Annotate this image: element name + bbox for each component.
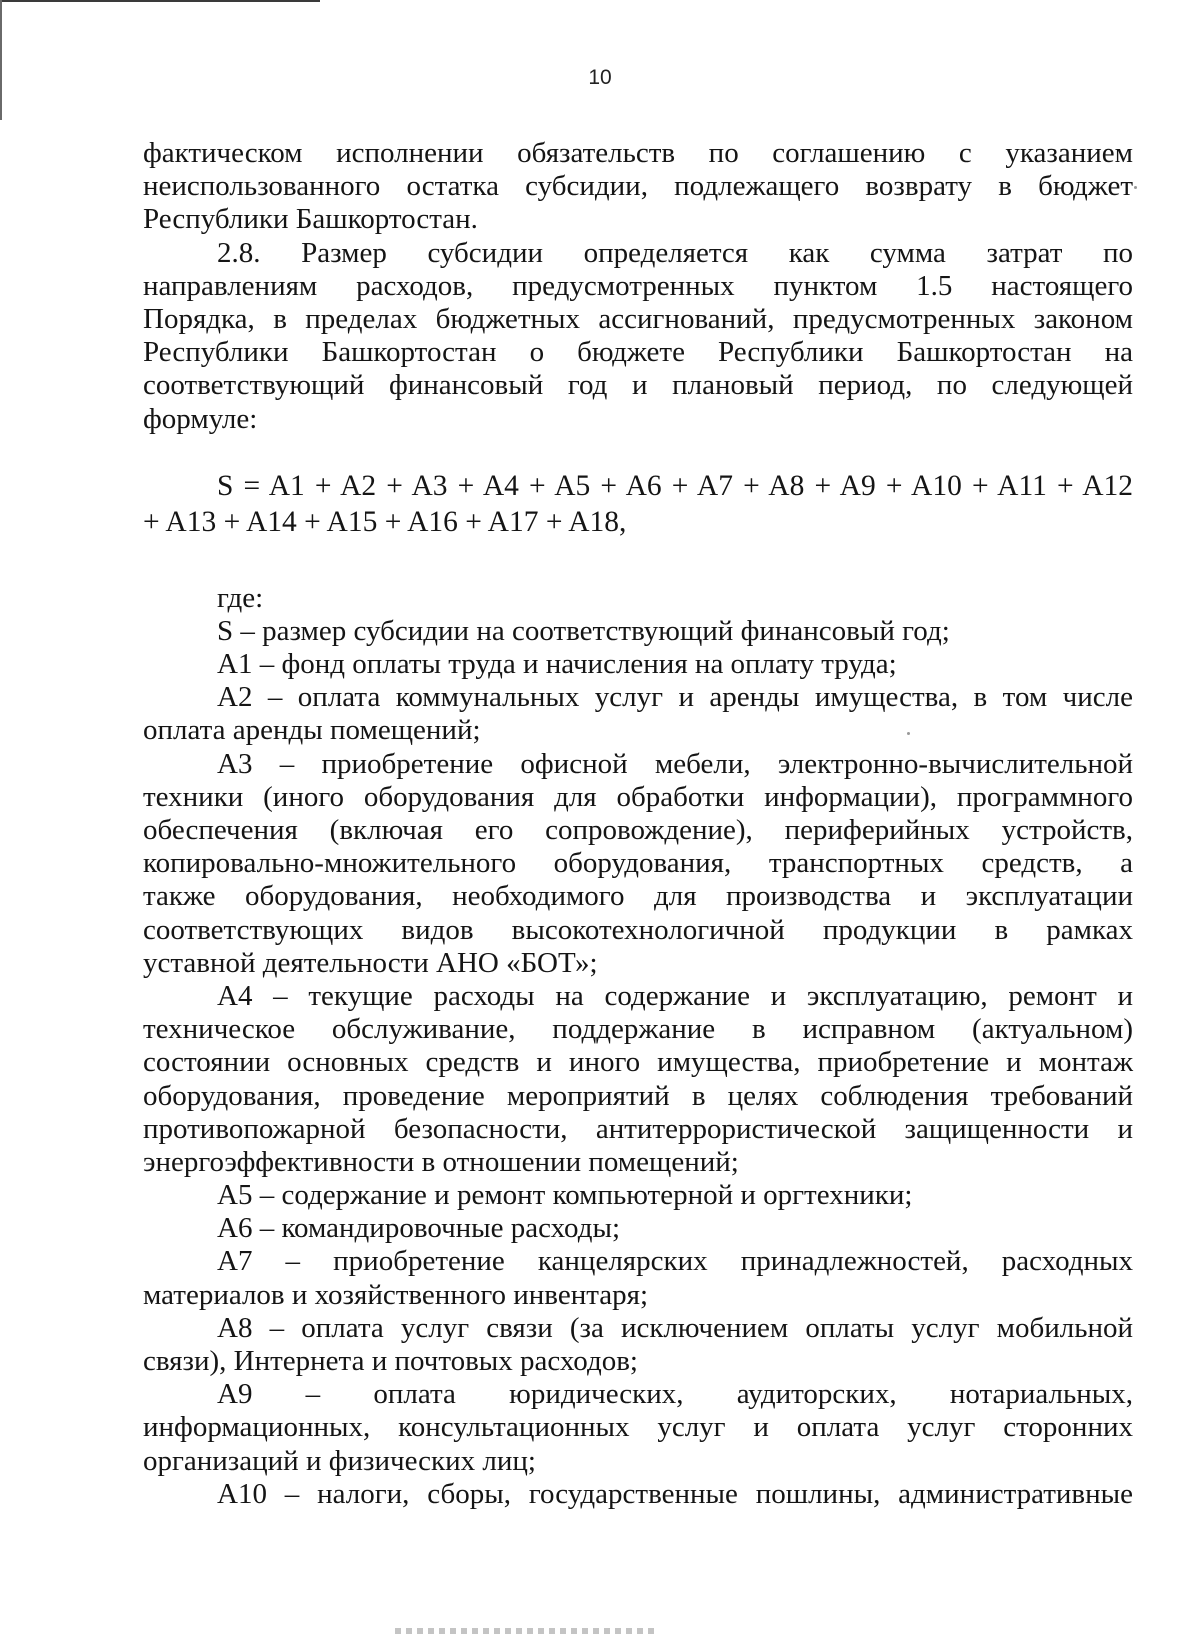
formula [143,468,1133,540]
spacer [143,436,1133,468]
text-line: копировально-множительного оборудования, транспортных средств, а [143,847,1133,880]
formula-line: S = A1 + A2 + A3 + A4 + A5 + A6 + A7 + A8 + A9 + A10 + A11 + A12 [217,469,1133,502]
definition-a4 [143,980,1133,1179]
page-number: 10 [588,66,612,89]
spacer [143,540,1133,582]
text-line: информационных, консультационных услуг и оплата услуг сторонних [143,1411,1133,1444]
text-line: А8 – оплата услуг связи (за исключением оплаты услуг мобильной [217,1311,1133,1344]
text-line: формуле: [143,402,258,435]
text-line: 2.8. Размер субсидии определяется как сумма затрат по [217,236,1133,269]
document-body [143,137,1133,1511]
definition-a1: А1 – фонд оплаты труда и начисления на оплату труда; [217,648,897,681]
scan-edge-left [0,0,2,120]
text-line: состоянии основных средств и иного имущества, приобретение и монтаж [143,1046,1133,1079]
definition-a8 [143,1312,1133,1378]
text-line: А3 – приобретение офисной мебели, электронно-вычислительной [217,747,1133,780]
definition-s: S – размер субсидии на соответствующий финансовый год; [217,614,950,647]
definition-a2 [143,681,1133,747]
text-line: Республики Башкортостан о бюджете Республики Башкортостан на [143,336,1133,369]
text-line: также оборудования, необходимого для производства и эксплуатации [143,880,1133,913]
text-line: Порядка, в пределах бюджетных ассигнований, предусмотренных законом [143,302,1133,335]
text-line: неиспользованного остатка субсидии, подлежащего возврату в бюджет [143,170,1133,203]
paragraph-2-8 [143,237,1133,436]
where-label: где: [217,581,264,614]
text-line: А4 – текущие расходы на содержание и эксплуатацию, ремонт и [217,979,1133,1012]
paragraph-continuation [143,137,1133,237]
scan-bottom-mark [395,1628,655,1634]
text-line: техническое обслуживание, поддержание в исправном (актуальном) [143,1013,1133,1046]
text-line: связи), Интернета и почтовых расходов; [143,1345,638,1377]
text-line: уставной деятельности АНО «БОТ»; [143,946,598,979]
text-line: соответствующих видов высокотехнологичной продукции в рамках [143,913,1133,946]
definition-a5: А5 – содержание и ремонт компьютерной и оргтехники; [217,1179,913,1212]
text-line: А7 – приобретение канцелярских принадлежностей, расходных [217,1245,1133,1278]
text-line: материалов и хозяйственного инвентаря; [143,1278,649,1311]
text-line: энергоэффективности в отношении помещений; [143,1145,739,1178]
definition-a9 [143,1378,1133,1478]
text-line: фактическом исполнении обязательств по соглашению с указанием [143,137,1133,169]
definition-a10: А10 – налоги, сборы, государственные пошлины, административные [217,1477,1133,1510]
scan-speck [1134,186,1137,189]
text-line: направлениям расходов, предусмотренных пунктом 1.5 настоящего [143,269,1133,302]
text-line: Республики Башкортостан. [143,203,478,236]
text-line: оплата аренды помещений; [143,714,481,747]
scan-edge-top [0,0,320,2]
definition-a6: А6 – командировочные расходы; [217,1212,620,1245]
text-line: соответствующий финансовый год и плановый период, по следующей [143,369,1133,402]
formula-line: + A13 + A14 + A15 + A16 + A17 + A18, [143,505,627,538]
definition-a7 [143,1245,1133,1311]
text-line: А9 – оплата юридических, аудиторских, нотариальных, [217,1378,1133,1411]
text-line: оборудования, проведение мероприятий в целях соблюдения требований [143,1079,1133,1112]
definition-a3 [143,748,1133,980]
scan-speck [907,732,910,735]
text-line: обеспечения (включая его сопровождение), периферийных устройств, [143,814,1133,846]
text-line: противопожарной безопасности, антитеррористической защищенности и [143,1112,1133,1145]
text-line: А2 – оплата коммунальных услуг и аренды имущества, в том числе [217,681,1133,714]
text-line: техники (иного оборудования для обработки информации), программного [143,780,1133,813]
text-line: организаций и физических лиц; [143,1444,536,1477]
